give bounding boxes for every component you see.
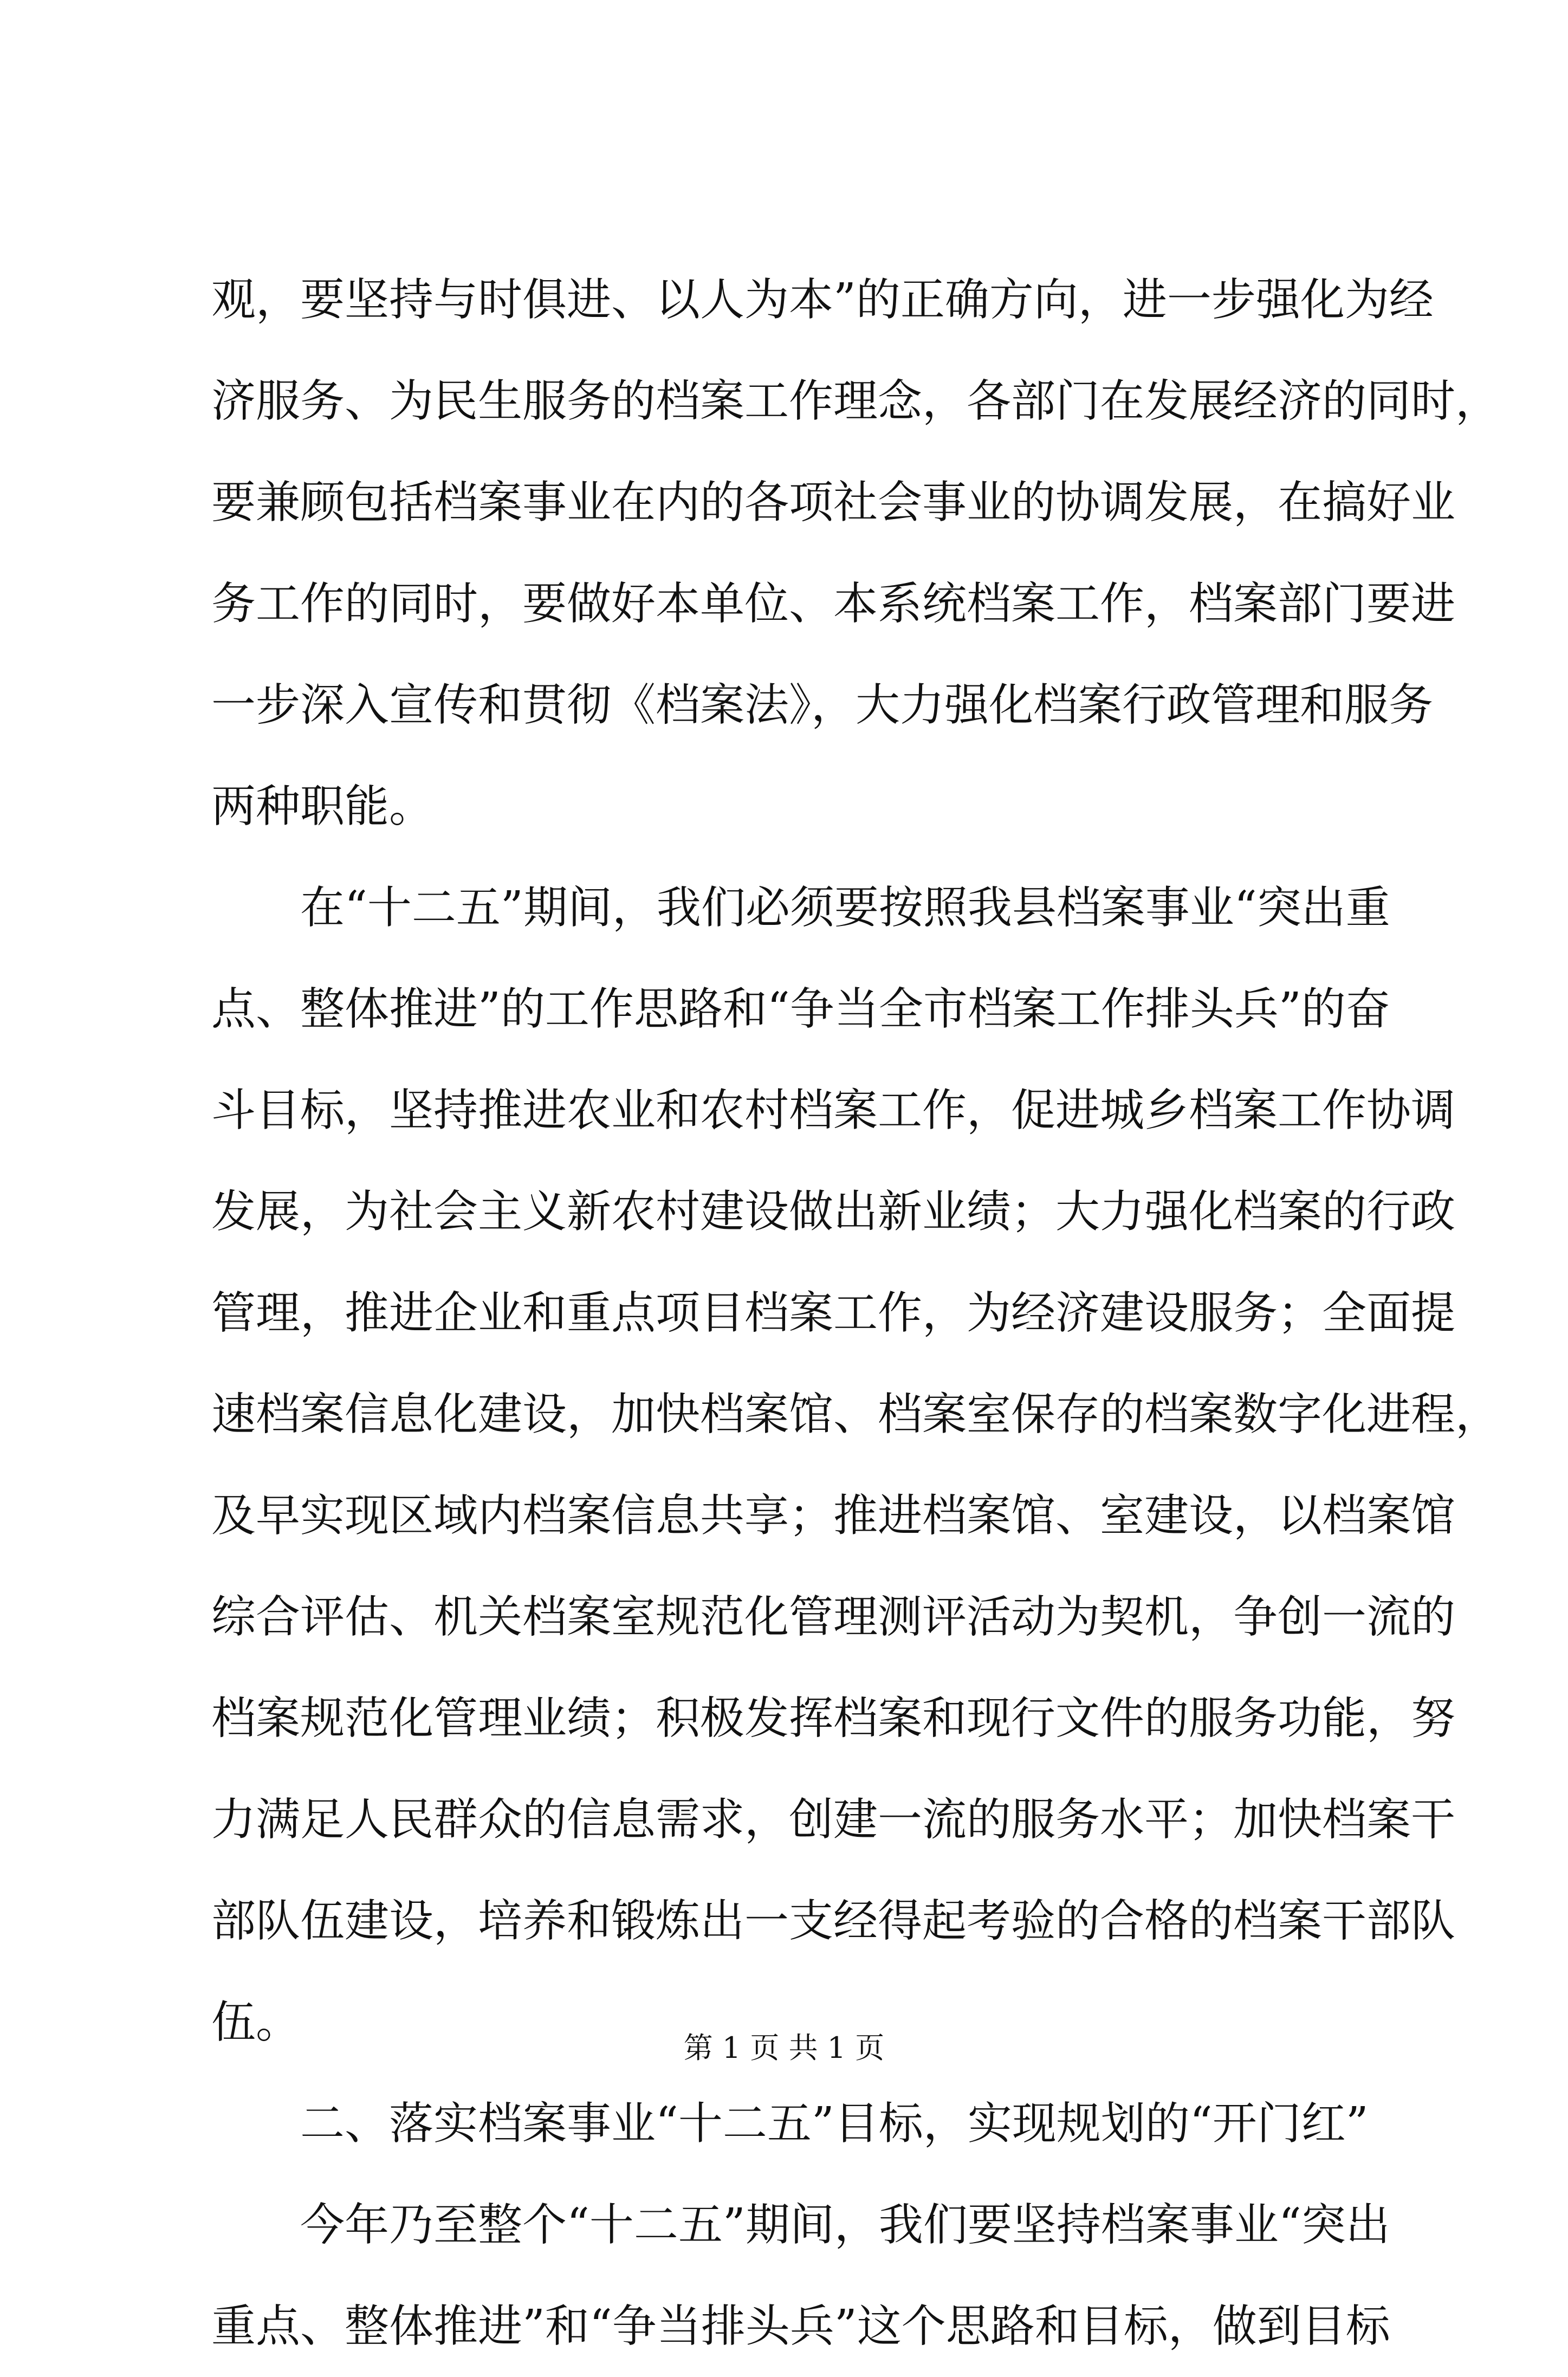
body-line: 档案规范化管理业绩；积极发挥档案和现行文件的服务功能，努: [211, 1693, 1456, 1744]
body-line: 观，要坚持与时俱进、以人为本”的正确方向，进一步强化为经: [211, 274, 1434, 326]
body-line: 管理，推进企业和重点项目档案工作，为经济建设服务；全面提: [211, 1287, 1456, 1339]
body-line: 要兼顾包括档案事业在内的各项社会事业的协调发展，在搞好业: [211, 477, 1456, 528]
body-line: 济服务、为民生服务的档案工作理念，各部门在发展经济的同时，: [211, 375, 1500, 427]
page-number-label: 第 1 页 共 1 页: [683, 2031, 885, 2065]
section-heading: 二、落实档案事业“十二五”目标，实现规划的“开门红”: [300, 2098, 1369, 2149]
body-line: 重点、整体推进”和“争当排头兵”这个思路和目标，做到目标: [211, 2301, 1390, 2352]
body-line: 斗目标，坚持推进农业和农村档案工作，促进城乡档案工作协调: [211, 1085, 1456, 1136]
body-line: 力满足人民群众的信息需求，创建一流的服务水平；加快档案干: [211, 1794, 1456, 1845]
body-line: 务工作的同时，要做好本单位、本系统档案工作，档案部门要进: [211, 578, 1456, 630]
body-line: 在“十二五”期间，我们必须要按照我县档案事业“突出重: [300, 882, 1390, 934]
body-line: 今年乃至整个“十二五”期间，我们要坚持档案事业“突出: [300, 2199, 1390, 2251]
body-line: 两种职能。: [211, 781, 434, 832]
body-line: 部队伍建设，培养和锻炼出一支经得起考验的合格的档案干部队: [211, 1895, 1456, 1947]
body-line: 伍。: [211, 1997, 301, 2048]
body-line: 点、整体推进”的工作思路和“争当全市档案工作排头兵”的奋: [211, 983, 1390, 1035]
body-line: 综合评估、机关档案室规范化管理测评活动为契机，争创一流的: [211, 1591, 1456, 1643]
body-line: 速档案信息化建设，加快档案馆、档案室保存的档案数字化进程，: [211, 1389, 1500, 1440]
page-footer: [0, 2029, 1568, 2067]
body-line: 发展，为社会主义新农村建设做出新业绩；大力强化档案的行政: [211, 1186, 1456, 1238]
body-line: 及早实现区域内档案信息共享；推进档案馆、室建设，以档案馆: [211, 1490, 1456, 1542]
body-line: 一步深入宣传和贯彻《档案法》，大力强化档案行政管理和服务: [211, 679, 1434, 731]
